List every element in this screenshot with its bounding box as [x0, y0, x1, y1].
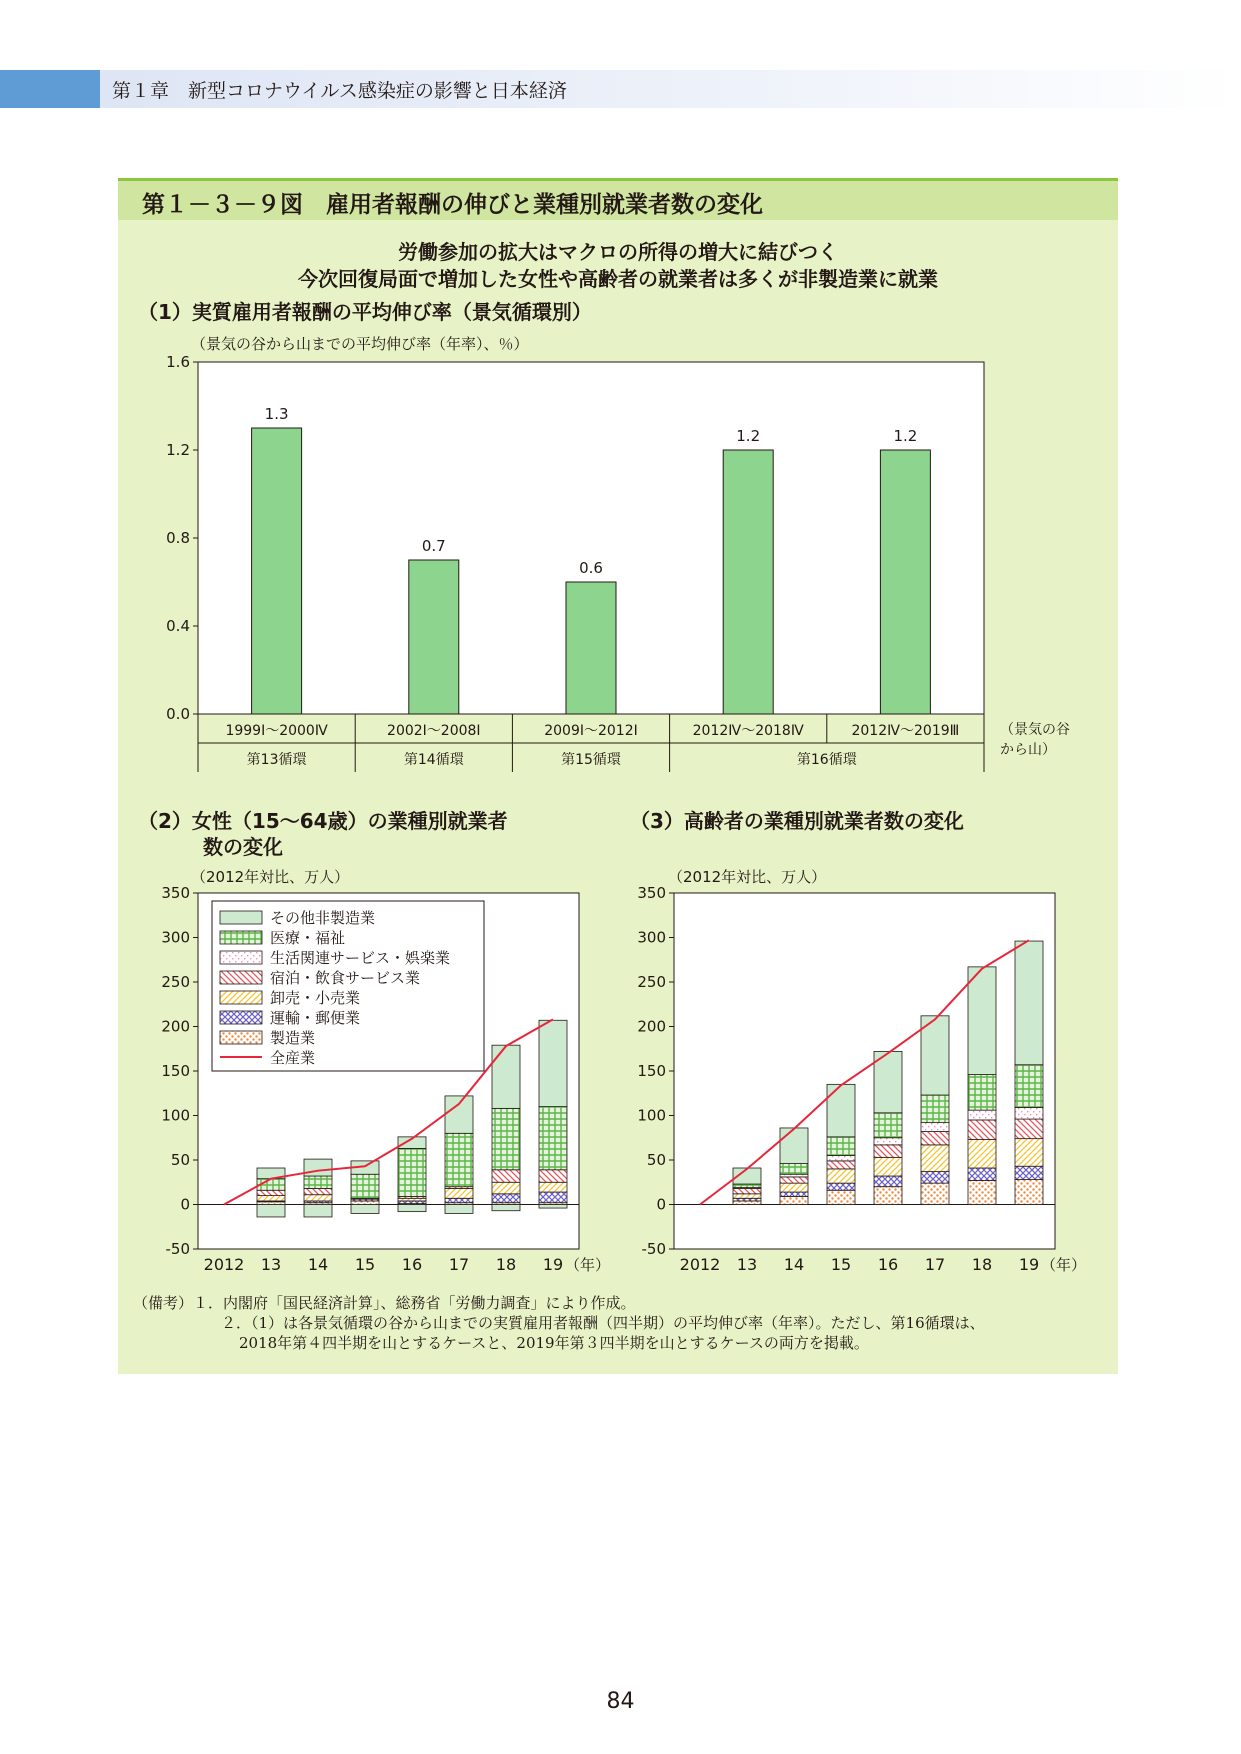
- chart2-ytick-label: 100: [161, 1106, 190, 1125]
- chart3-bar-segment: [733, 1201, 761, 1205]
- chart3-bar-segment: [921, 1172, 949, 1184]
- chart3-ytick-label: 50: [646, 1151, 666, 1169]
- chart3-bar-segment: [968, 1140, 996, 1168]
- chart3-ytick-label: 250: [637, 973, 666, 991]
- chart2-bar-negative: [445, 1205, 473, 1214]
- chart1-category-label: 2009Ⅰ～2012Ⅰ: [544, 723, 638, 739]
- chart1-category-label: 2012Ⅳ～2019Ⅲ: [851, 723, 960, 739]
- chart3-bar-segment: [968, 1110, 996, 1120]
- chart2-legend-swatch: [220, 911, 262, 924]
- chart1-ytick-label: 0.0: [166, 705, 190, 723]
- chart1-data-label: 1.2: [893, 427, 918, 445]
- chart3-bar-segment: [733, 1194, 761, 1198]
- chart2-xtick-label: 13: [260, 1255, 282, 1274]
- chart3-xtick-label: 15: [830, 1255, 852, 1274]
- chart2-ytick-label: -50: [165, 1240, 190, 1258]
- chart3-bar-segment: [780, 1174, 808, 1177]
- chart2-bar-segment: [351, 1174, 379, 1198]
- chart3-bar-segment: [827, 1084, 855, 1137]
- chart3-xtick-label: 17: [924, 1255, 946, 1274]
- chart3-x-suffix: （年）: [1041, 1256, 1087, 1274]
- chart2-legend-label: 全産業: [270, 1049, 316, 1067]
- chart2-bar-segment: [539, 1192, 567, 1203]
- chart1-ytick-label: 0.4: [166, 617, 190, 635]
- figure-headline-2: 今次回復局面で増加した女性や高齢者の就業者は多くが非製造業に就業: [298, 267, 938, 291]
- chart2-bar-segment: [445, 1133, 473, 1186]
- chart2-bar-segment: [398, 1198, 426, 1201]
- chart2-legend-swatch: [220, 1031, 262, 1044]
- chart2-ytick-label: 350: [161, 884, 190, 902]
- notes-label: （備考）: [133, 1294, 194, 1312]
- chart3-bar-segment: [968, 1120, 996, 1140]
- chart2-unit: （2012年対比、万人）: [191, 868, 350, 886]
- chart2-ytick-label: 50: [170, 1151, 190, 1169]
- chart2-bar-segment: [539, 1182, 567, 1192]
- chart2-bar-segment: [257, 1202, 285, 1205]
- chart2-bar-negative: [351, 1205, 379, 1214]
- chart2-legend-label: 医療・福祉: [270, 929, 346, 947]
- chart2-xtick-label: 2012: [203, 1255, 245, 1274]
- chart2-bar-negative: [304, 1205, 332, 1217]
- chart2-legend-label: 運輸・郵便業: [270, 1009, 361, 1027]
- chart2-bar-segment: [445, 1188, 473, 1198]
- chart3-bar-segment: [874, 1176, 902, 1187]
- chart3-xtick-label: 13: [736, 1255, 758, 1274]
- chart1-category-label: 1999Ⅰ～2000Ⅳ: [225, 723, 328, 739]
- chart3-bar-segment: [780, 1164, 808, 1175]
- chart2-xtick-label: 16: [401, 1255, 423, 1274]
- chart1-bar: [723, 450, 773, 714]
- chart1-ytick-label: 0.8: [166, 529, 190, 547]
- chart1-group-label: 第16循環: [796, 752, 857, 768]
- notes-line-3: 2018年第４四半期を山とするケースと、2019年第３四半期を山とするケースの両方を掲載。: [239, 1334, 869, 1352]
- notes-block: [133, 1293, 985, 1353]
- chart1-group-label: 第13循環: [246, 752, 307, 768]
- chart3-plot-area: [674, 893, 1055, 1249]
- chart3-bar-segment: [921, 1095, 949, 1123]
- chart3-bar-segment: [827, 1156, 855, 1161]
- chart1-bar: [880, 450, 930, 714]
- chart2-xtick-label: 17: [448, 1255, 470, 1274]
- chart3-bar-segment: [1015, 1139, 1043, 1167]
- chart3-bar-segment: [874, 1113, 902, 1138]
- chart1-ytick-label: 1.2: [166, 441, 190, 459]
- chart1-ytick-label: 1.6: [166, 353, 190, 371]
- chart2-subtitle-line2: 数の変化: [203, 835, 283, 859]
- chart2-legend-label: その他非製造業: [270, 909, 376, 927]
- chart2-legend-label: 生活関連サービス・娯楽業: [270, 949, 451, 967]
- chart3-xtick-label: 18: [971, 1255, 993, 1274]
- chart3-ytick-label: 150: [637, 1062, 666, 1080]
- chart1-data-label: 0.7: [421, 537, 446, 555]
- chart2-x-suffix: （年）: [565, 1256, 611, 1274]
- chart2-legend-label: 宿泊・飲食サービス業: [270, 969, 421, 987]
- chart2-bar-segment: [492, 1108, 520, 1169]
- chart3-bar-segment: [1015, 1166, 1043, 1179]
- chart3-bar-segment: [1015, 1119, 1043, 1139]
- chart2-xtick-label: 15: [354, 1255, 376, 1274]
- chart1-xnote-line1: （景気の谷: [1000, 722, 1070, 738]
- chart2-legend-swatch: [220, 931, 262, 944]
- chart1-group-label: 第14循環: [403, 752, 464, 768]
- chart3-bar-segment: [733, 1188, 761, 1193]
- chart3-ytick-label: 100: [637, 1106, 666, 1125]
- page-number: 84: [606, 1689, 635, 1714]
- chart3-bar-segment: [1015, 1107, 1043, 1119]
- chart1-category-label: 2002Ⅰ～2008Ⅰ: [387, 723, 481, 739]
- chart2-ytick-label: 0: [180, 1195, 190, 1214]
- chart2-bar-segment: [304, 1176, 332, 1188]
- chart1-xnote-line2: から山）: [1000, 742, 1056, 758]
- chart2-legend-label: 卸売・小売業: [270, 989, 361, 1007]
- chart3-bar-segment: [733, 1198, 761, 1201]
- chart2-ytick-label: 250: [161, 973, 190, 991]
- chart3-bar-segment: [874, 1145, 902, 1157]
- chart3-ytick-label: 0: [656, 1195, 666, 1214]
- chart3-bar-segment: [780, 1177, 808, 1183]
- chart3-bar-segment: [780, 1196, 808, 1204]
- chart2-bar-segment: [257, 1190, 285, 1195]
- chart1-group-label: 第15循環: [561, 752, 621, 768]
- chart3-bar-segment: [921, 1132, 949, 1145]
- chart3-bar-segment: [968, 1075, 996, 1111]
- chart3-bar-segment: [827, 1190, 855, 1204]
- chart2-bar-segment: [492, 1194, 520, 1203]
- chart1-unit: （景気の谷から山までの平均伸び率（年率）、％）: [191, 335, 529, 353]
- chart2-bar-segment: [492, 1045, 520, 1108]
- chart2-ytick-label: 200: [161, 1017, 190, 1036]
- chart2-bar-negative: [539, 1205, 567, 1209]
- chart3-bar-segment: [827, 1169, 855, 1183]
- chart2-legend-swatch: [220, 971, 262, 984]
- chart1-data-label: 1.2: [736, 427, 761, 445]
- chart2-bar-segment: [539, 1170, 567, 1182]
- chart3-unit: （2012年対比、万人）: [668, 868, 827, 886]
- chart3-ytick-label: 200: [637, 1017, 666, 1036]
- chart1-data-label: 0.6: [579, 559, 603, 577]
- chart3-bar-segment: [780, 1192, 808, 1196]
- chart2-bar-segment: [398, 1201, 426, 1204]
- chart2-bar-segment: [445, 1096, 473, 1133]
- chart2-bar-segment: [257, 1196, 285, 1201]
- chart1-subtitle: （1）実質雇用者報酬の平均伸び率（景気循環別）: [138, 300, 592, 324]
- chart3-xtick-label: 16: [877, 1255, 899, 1274]
- chart2-xtick-label: 19: [542, 1255, 564, 1274]
- chart2-legend-swatch: [220, 951, 262, 964]
- chart2-subtitle-line1: （2）女性（15～64歳）の業種別就業者: [138, 809, 508, 833]
- chart2-bar-negative: [398, 1205, 426, 1212]
- chart3-xtick-label: 14: [783, 1255, 805, 1274]
- chart3-bar-segment: [874, 1187, 902, 1205]
- chart2-bar-segment: [304, 1159, 332, 1176]
- chart2-xtick-label: 18: [495, 1255, 517, 1274]
- chart3-bar-segment: [921, 1016, 949, 1095]
- chart3-ytick-label: 350: [637, 884, 666, 902]
- chart3-bar-segment: [874, 1157, 902, 1176]
- chart3-bar-segment: [780, 1128, 808, 1164]
- chart2-bar-segment: [492, 1170, 520, 1182]
- chart1-bar: [409, 560, 459, 714]
- chart3-bar-segment: [827, 1137, 855, 1156]
- chart1-data-label: 1.3: [264, 405, 289, 423]
- notes-line-2: ２．（1）は各景気循環の谷から山までの実質雇用者報酬（四半期）の平均伸び率（年率）。ただし、第16循環は、: [221, 1314, 985, 1332]
- chart2-bar-negative: [257, 1205, 285, 1217]
- chart2-legend-swatch: [220, 991, 262, 1004]
- notes-line-1: １．内閣府「国民経済計算」、総務省「労働力調査」により作成。: [193, 1294, 636, 1312]
- chart2-legend-label: 製造業: [270, 1029, 316, 1047]
- chart3-ytick-label: -50: [641, 1240, 666, 1258]
- chart3-ytick-label: 300: [637, 928, 666, 947]
- chart2-bar-segment: [539, 1107, 567, 1170]
- chart3-bar-segment: [968, 967, 996, 1075]
- chart3-bar-segment: [968, 1180, 996, 1204]
- figure-headline-1: 労働参加の拡大はマクロの所得の増大に結びつく: [398, 240, 838, 264]
- chart2-xtick-label: 14: [307, 1255, 329, 1274]
- chart3-bar-segment: [921, 1183, 949, 1204]
- chart3-bar-segment: [921, 1145, 949, 1172]
- chart2-bar-segment: [304, 1188, 332, 1194]
- chart1-category-label: 2012Ⅳ～2018Ⅳ: [692, 723, 804, 739]
- chart3-xtick-label: 2012: [679, 1255, 721, 1274]
- chart2-ytick-label: 300: [161, 928, 190, 947]
- chart2-bar-segment: [492, 1182, 520, 1194]
- chart3-bar-segment: [827, 1183, 855, 1190]
- chart3-bar-segment: [1015, 1180, 1043, 1205]
- chart3-bar-segment: [921, 1123, 949, 1132]
- figure-title: 第１－３－９図 雇用者報酬の伸びと業種別就業者数の変化: [142, 192, 763, 218]
- chart2-bar-segment: [539, 1020, 567, 1106]
- chart1-bar: [252, 428, 302, 714]
- chart2-bar-segment: [351, 1201, 379, 1205]
- chart3-xtick-label: 19: [1018, 1255, 1040, 1274]
- chart3-bar-segment: [733, 1184, 761, 1188]
- chapter-header-text: 第１章 新型コロナウイルス感染症の影響と日本経済: [112, 80, 567, 102]
- chart3-bar-segment: [827, 1161, 855, 1169]
- chart3-bar-segment: [874, 1138, 902, 1145]
- chart3-bar-segment: [780, 1183, 808, 1192]
- chart2-ytick-label: 150: [161, 1062, 190, 1080]
- chart3-bar-segment: [1015, 1065, 1043, 1108]
- chart3-bar-segment: [1015, 941, 1043, 1065]
- chart1-bar: [566, 582, 616, 714]
- chart2-bar-segment: [445, 1198, 473, 1202]
- chart3-subtitle: （3）高齢者の業種別就業者数の変化: [630, 809, 964, 833]
- chart2-legend-swatch: [220, 1011, 262, 1024]
- chart2-bar-negative: [492, 1205, 520, 1211]
- chart2-bar-segment: [398, 1148, 426, 1196]
- chart3-bar-segment: [968, 1168, 996, 1180]
- chart2-bar-segment: [304, 1195, 332, 1201]
